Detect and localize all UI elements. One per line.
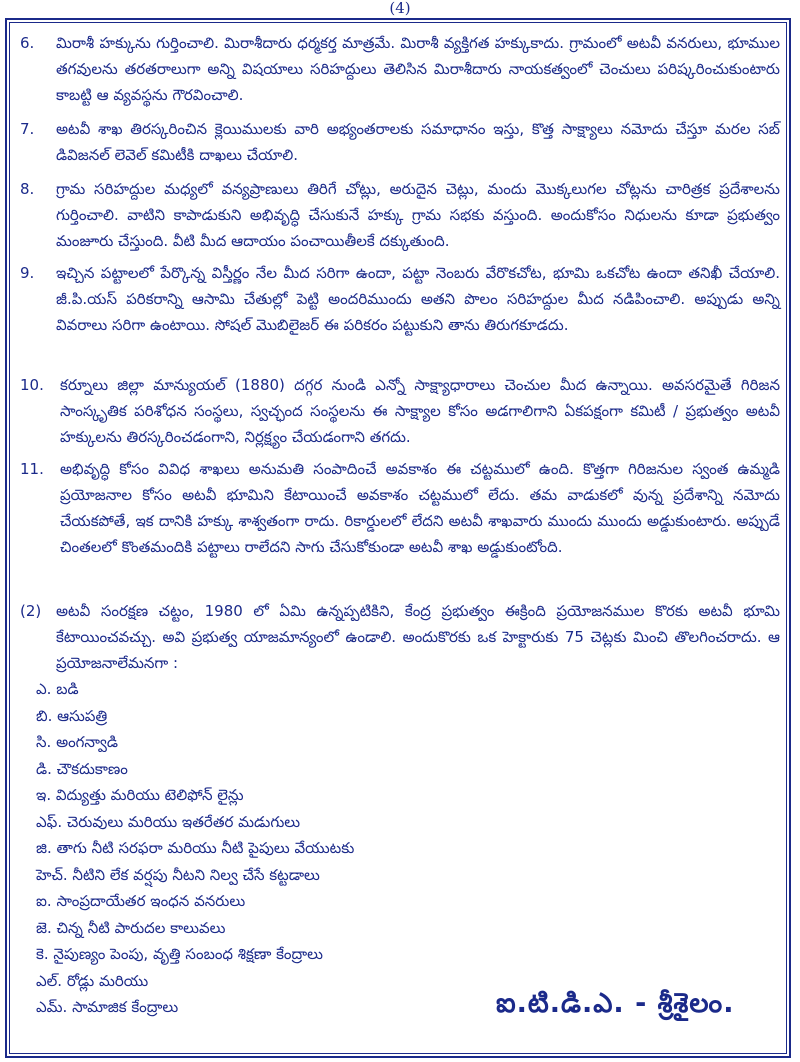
use-item: జి. తాగు నీటి సరఫరా మరియు నీటి పైపులు వేయుటకు <box>36 839 355 857</box>
list-item-10 <box>20 372 780 452</box>
page-number: (4) <box>389 0 411 17</box>
section-2 <box>20 598 780 678</box>
item-text: కర్నూలు జిల్లా మాన్యుయల్ (1880) దగ్గర నుండి ఎన్నో సాక్ష్యాధారాలు చెంచుల మీద ఉన్నాయి. అవసరమైతే గిరిజన సాంస్కృతిక పరిశోధన సంస్థలు, స్వచ్ఛంద సంస్థలను ఈ సాక్ష్యాల కోసం అడగాలిగాని ఏకపక్షంగా కమిటీ / ప్రభుత్వం అటవీ హక్కులను తిరస్కరించడంగాని, నిర్లక్ష్యం చేయడంగాని తగదు. <box>60 376 780 446</box>
use-item: ఐ. సాంప్రదాయేతర ఇంధన వనరులు <box>36 892 246 910</box>
use-item: ఎ. బడి <box>36 680 79 698</box>
use-item: జె. చిన్న నీటి పారుదల కాలువలు <box>36 918 226 937</box>
use-item: ఇ. విద్యుత్తు మరియు టెలిఫోన్ లైన్లు <box>36 786 244 804</box>
organization-signature: ఐ.టి.డి.ఎ. - శ్రీశైలం. <box>496 988 735 1019</box>
use-item: కె. నైపుణ్యం పెంపు, వృత్తి సంబంధ శిక్షణా కేంద్రాలు <box>36 945 323 963</box>
item-text: గ్రామ సరిహద్దుల మధ్యలో వన్యప్రాణులు తిరిగే చోట్లు, అరుదైన చెట్లు, మందు మొక్కలుగల చోట్లను చారిత్రక ప్రదేశాలను గుర్తించాలి. వాటిని కాపాడుకుని అభివృద్ధి చేసుకునే హక్కు గ్రామ సభకు వస్తుంది. అందుకోసం నిధులను కూడా ప్రభుత్వం మంజూరు చేస్తుంది. వీటి మీద ఆదాయం పంచాయితీలకే దక్కుతుంది. <box>56 180 780 250</box>
list-item-9 <box>20 260 780 366</box>
item-number: 9. <box>20 264 35 282</box>
use-item: సి. అంగన్వాడి <box>36 733 118 751</box>
section-text: అటవీ సంరక్షణ చట్టం, 1980 లో ఏమి ఉన్నప్పటికిని, కేంద్ర ప్రభుత్వం ఈక్రింది ప్రయోజనముల కొరకు అటవీ భూమి కేటాయించవచ్చు. అవి ప్రభుత్వ యాజమాన్యంలో ఉండాలి. అందుకొరకు ఒక హెక్టారుకు 75 చెట్లకు మించి తొలగించరాదు. ఆ ప్రయోజనాలేమనగా : <box>56 602 780 672</box>
use-item: బి. ఆసుపత్రి <box>36 706 108 725</box>
permitted-uses-list <box>36 676 354 1021</box>
list-item-8 <box>20 176 780 256</box>
use-item: ఎల్. రోడ్లు మరియు <box>36 971 149 990</box>
item-number: 7. <box>20 120 35 138</box>
use-item: డి. చౌకదుకాణం <box>36 759 128 778</box>
section-number: (2) <box>20 602 42 620</box>
item-text: ఇచ్చిన పట్టాలలో పేర్కొన్న విస్తీర్ణం నేల మీద సరిగా ఉందా, పట్టా నెంబరు వేరొకచోట, భూమి ఒకచోట ఉందా తనిఖీ చేయాలి. జీ.పి.యస్ పరికరాన్ని ఆసామి చేతుల్లో పెట్టి అందరిముందు అతని పొలం సరిహద్దుల మీద నడిపించాలి. అప్పుడు అన్ని వివరాలు సరిగా ఉంటాయి. సోషల్ మొబిలైజర్ ఈ పరికరం పట్టుకుని తాను తిరుగకూడదు. <box>56 264 780 334</box>
list-item-6 <box>20 30 780 110</box>
use-item: ఎమ్. సామాజిక కేంద్రాలు <box>36 998 179 1016</box>
list-item-11 <box>20 456 780 588</box>
item-number: 11. <box>20 460 44 478</box>
list-item-7 <box>20 116 780 170</box>
use-item: ఎఫ్. చెరువులు మరియు ఇతరేతర మడుగులు <box>36 812 301 831</box>
item-text: అటవీ శాఖ తిరస్కరించిన క్లెయిములకు వారి అభ్యంతరాలకు సమాధానం ఇస్తు, కొత్త సాక్ష్యాలు నమోదు చేస్తూ మరల సబ్ డివిజనల్ లెవెల్ కమిటీకి దాఖలు చేయాలి. <box>56 120 780 164</box>
item-number: 10. <box>20 376 44 394</box>
item-text: అభివృద్ధి కోసం వివిధ శాఖలు అనుమతి సంపాదించే అవకాశం ఈ చట్టములో ఉంది. కొత్తగా గిరిజనుల స్వంత ఉమ్మడి ప్రయోజనాల కోసం అటవీ భూమిని కేటాయించే అవకాశం చట్టములో లేదు. తమ వాడుకలో వున్న ప్రదేశాన్ని నమోదు చేయకపోతే, ఇక దానికి హక్కు శాశ్వతంగా రాదు. రికార్డులలో లేదని అటవీ శాఖవారు ముందు ముందు అడ్డుకుంటారు. అప్పుడే చింతలలో కొంతమందికి పట్టాలు రాలేదని సాగు చేసుకోకుండా అటవీ శాఖ అడ్డుకుంటోంది. <box>60 460 780 556</box>
item-text: మిరాశీ హక్కును గుర్తించాలి. మిరాశీదారు ధర్మకర్త మాత్రమే. మిరాశీ వ్యక్తిగత హక్కుకాదు. గ్రామంలో అటవీ వనరులు, భూముల తగవులను తరతరాలుగా అన్ని విషయాలు సరిహద్దులు తెలిసిన మిరాశీదారు నాయకత్వంలో చెంచులు పరిష్కరించుకుంటారు కాబట్టి ఆ వ్యవస్థను గౌరవించాలి. <box>56 34 780 104</box>
use-item: హెచ్. నీటిని లేక వర్షపు నీటని నిల్వ చేసే కట్టడాలు <box>36 865 320 884</box>
item-number: 6. <box>20 34 35 52</box>
item-number: 8. <box>20 180 35 198</box>
